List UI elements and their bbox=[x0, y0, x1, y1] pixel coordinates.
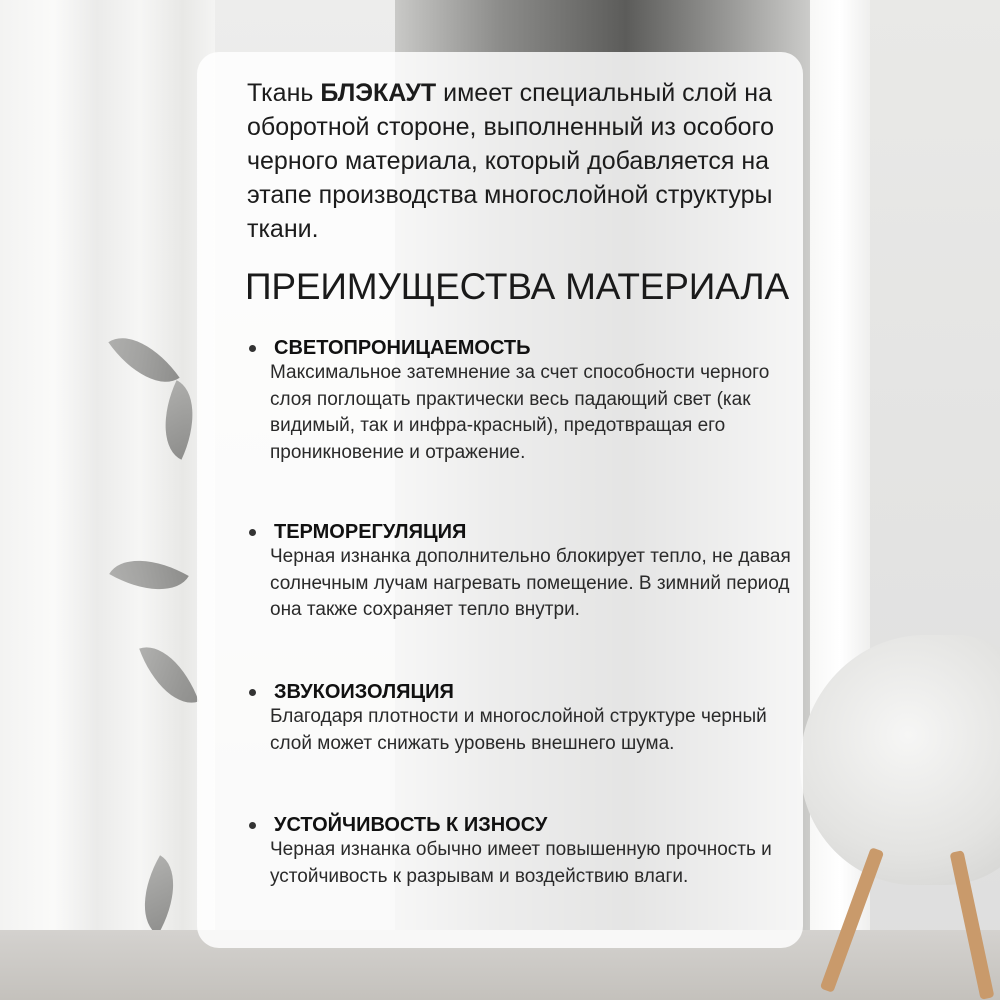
benefit-description: Черная изнанка дополнительно блокирует тепло, не давая солнечным лучам нагревать помещение. В зимний период она также сохраняет тепло внутри. bbox=[270, 546, 791, 620]
info-card bbox=[197, 52, 803, 948]
intro-bold-term: БЛЭКАУТ bbox=[320, 79, 437, 107]
intro-body: имеет специальный слой на оборотной стороне, выполненный из особого черного материала, который добавляется на этапе производства многослойной структуры ткани. bbox=[247, 79, 775, 243]
bullet-icon bbox=[249, 689, 256, 696]
intro-prefix: Ткань bbox=[247, 79, 321, 107]
curtain-left bbox=[0, 0, 215, 1000]
bullet-icon bbox=[249, 345, 256, 352]
bullet-icon bbox=[249, 822, 256, 829]
benefit-title: ТЕРМОРЕГУЛЯЦИЯ bbox=[274, 521, 467, 543]
benefit-title: ЗВУКОИЗОЛЯЦИЯ bbox=[274, 681, 454, 703]
benefit-description: Благодаря плотности и многослойной структуре черный слой может снижать уровень внешнего шума. bbox=[270, 706, 767, 754]
benefit-description: Черная изнанка обычно имеет повышенную прочность и устойчивость к разрывам и воздействию влаги. bbox=[270, 839, 772, 887]
bullet-icon bbox=[249, 529, 256, 536]
benefit-description: Максимальное затемнение за счет способности черного слоя поглощать практически весь падающий свет (как видимый, так и инфра-красный), предотвращая его проникновение и отражение. bbox=[270, 362, 770, 463]
benefit-title: УСТОЙЧИВОСТЬ К ИЗНОСУ bbox=[274, 814, 548, 836]
benefit-title: СВЕТОПРОНИЦАЕМОСТЬ bbox=[274, 337, 531, 359]
intro-text bbox=[247, 76, 777, 246]
section-heading: ПРЕИМУЩЕСТВА МАТЕРИАЛА bbox=[245, 266, 789, 307]
